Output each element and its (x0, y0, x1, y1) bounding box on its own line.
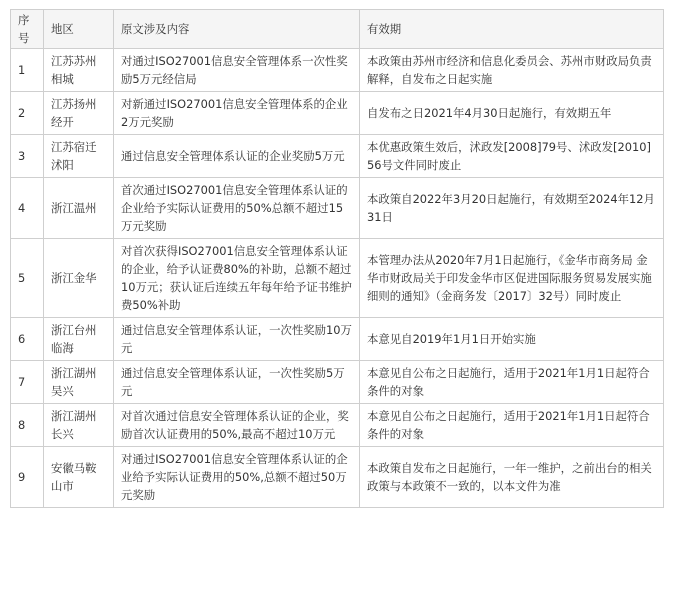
cell-region: 江苏苏州相城 (44, 49, 114, 92)
cell-no: 2 (11, 92, 44, 135)
header-content: 原文涉及内容 (114, 10, 360, 49)
cell-content: 通过信息安全管理体系认证，一次性奖励10万元 (114, 318, 360, 361)
cell-validity: 本意见自2019年1月1日开始实施 (360, 318, 664, 361)
header-row (11, 10, 664, 49)
cell-no: 5 (11, 239, 44, 318)
cell-region: 安徽马鞍山市 (44, 447, 114, 508)
cell-validity: 本政策由苏州市经济和信息化委员会、苏州市财政局负责解释，自发布之日起实施 (360, 49, 664, 92)
cell-region: 浙江台州临海 (44, 318, 114, 361)
cell-content: 对通过ISO27001信息安全管理体系一次性奖励5万元经信局 (114, 49, 360, 92)
cell-validity: 本政策自2022年3月20日起施行，有效期至2024年12月31日 (360, 178, 664, 239)
cell-content: 通过信息安全管理体系认证的企业奖励5万元 (114, 135, 360, 178)
table-row (11, 178, 664, 239)
table-row (11, 49, 664, 92)
table-row (11, 404, 664, 447)
cell-no: 3 (11, 135, 44, 178)
cell-content: 对首次获得ISO27001信息安全管理体系认证的企业，给予认证费80%的补助，总额不超过10万元；获认证后连续五年每年给予证书维护费50%补助 (114, 239, 360, 318)
cell-no: 8 (11, 404, 44, 447)
cell-no: 6 (11, 318, 44, 361)
cell-validity: 本政策自发布之日起施行，一年一维护，之前出台的相关政策与本政策不一致的，以本文件为准 (360, 447, 664, 508)
cell-validity: 自发布之日2021年4月30日起施行，有效期五年 (360, 92, 664, 135)
cell-validity: 本意见自公布之日起施行，适用于2021年1月1日起符合条件的对象 (360, 404, 664, 447)
table-row (11, 318, 664, 361)
cell-no: 7 (11, 361, 44, 404)
header-region: 地区 (44, 10, 114, 49)
cell-region: 浙江金华 (44, 239, 114, 318)
cell-content: 首次通过ISO27001信息安全管理体系认证的企业给予实际认证费用的50%总额不超过15万元奖励 (114, 178, 360, 239)
cell-region: 江苏扬州经开 (44, 92, 114, 135)
header-validity: 有效期 (360, 10, 664, 49)
cell-no: 1 (11, 49, 44, 92)
cell-content: 对通过ISO27001信息安全管理体系认证的企业给予实际认证费用的50%,总额不超过50万元奖励 (114, 447, 360, 508)
policy-table (10, 9, 664, 508)
table-row (11, 447, 664, 508)
cell-validity: 本优惠政策生效后，沭政发[2008]79号、沭政发[2010]56号文件同时废止 (360, 135, 664, 178)
cell-content: 通过信息安全管理体系认证，一次性奖励5万元 (114, 361, 360, 404)
table-row (11, 361, 664, 404)
cell-region: 浙江湖州吴兴 (44, 361, 114, 404)
table-row (11, 135, 664, 178)
cell-validity: 本意见自公布之日起施行，适用于2021年1月1日起符合条件的对象 (360, 361, 664, 404)
cell-content: 对首次通过信息安全管理体系认证的企业，奖励首次认证费用的50%,最高不超过10万元 (114, 404, 360, 447)
cell-region: 浙江湖州长兴 (44, 404, 114, 447)
cell-validity: 本管理办法从2020年7月1日起施行，《金华市商务局 金华市财政局关于印发金华市区促进国际服务贸易发展实施细则的通知》（金商务发〔2017〕32号）同时废止 (360, 239, 664, 318)
cell-content: 对新通过ISO27001信息安全管理体系的企业2万元奖励 (114, 92, 360, 135)
header-no: 序号 (11, 10, 44, 49)
cell-region: 浙江温州 (44, 178, 114, 239)
table-header (11, 10, 664, 49)
table-body (11, 49, 664, 508)
table-row (11, 92, 664, 135)
cell-region: 江苏宿迁沭阳 (44, 135, 114, 178)
table-row (11, 239, 664, 318)
cell-no: 9 (11, 447, 44, 508)
cell-no: 4 (11, 178, 44, 239)
